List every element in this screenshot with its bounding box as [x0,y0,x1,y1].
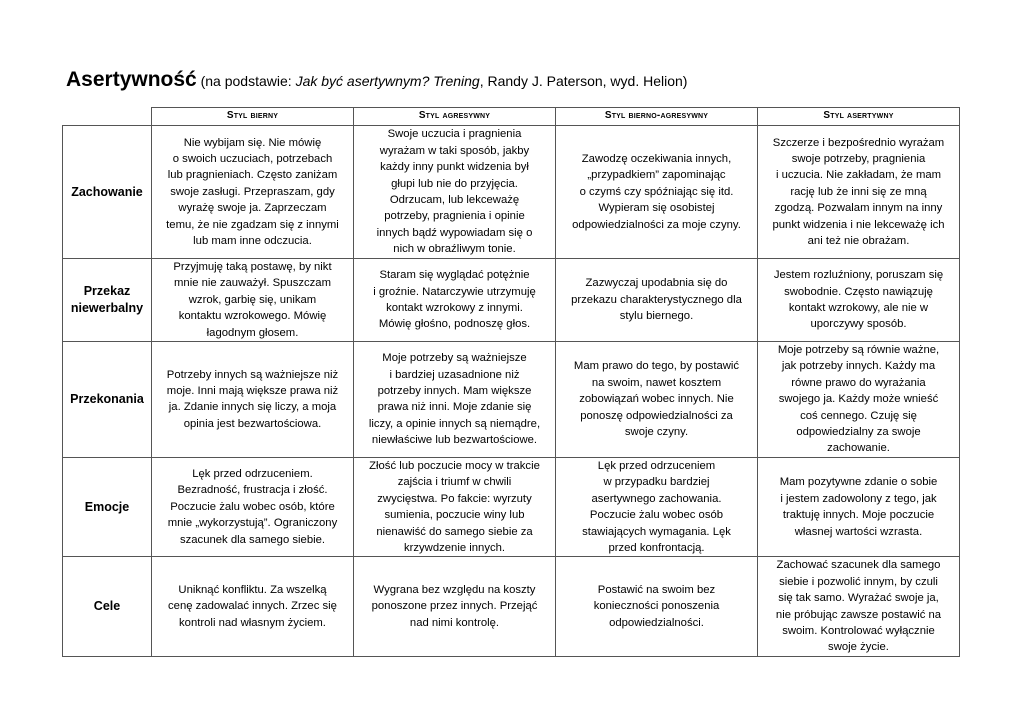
row-header: Cele [63,557,152,656]
row-header: Przekonania [63,342,152,458]
table-cell: Zawodzę oczekiwania innych, „przypadkiem” zapominając o czymś czy spóźniając się itd. Wypieram się osobistej odpowiedzialności za moje czyny. [556,126,758,259]
table-row [63,557,960,656]
table-cell: Złość lub poczucie mocy w trakcie zajścia i triumf w chwili zwycięstwa. Po fakcie: wyrzuty sumienia, poczucie winy lub nienawiść do samego siebie za krzywdzenie innych. [354,457,556,556]
table-cell: Lęk przed odrzuceniem. Bezradność, frustracja i złość. Poczucie żalu wobec osób, które mnie „wykorzystują”. Ograniczony szacunek dla samego siebie. [152,457,354,556]
column-header-passive: Styl bierny [152,108,354,126]
table-cell: Potrzeby innych są ważniejsze niż moje. Inni mają większe prawa niż ja. Zdanie innych się liczy, a moja opinia jest bezwartościowa. [152,342,354,458]
table-cell: Szczerze i bezpośrednio wyrażam swoje potrzeby, pragnienia i uczucia. Nie zakładam, że mam rację lub że inni się ze mną zgodzą. Pozwalam innym na inny punkt widzenia i nie lekceważę ich ani też nie obrażam. [758,126,960,259]
table-row [63,457,960,556]
table-cell: Postawić na swoim bez konieczności ponoszenia odpowiedzialności. [556,557,758,656]
table-cell: Moje potrzeby są ważniejsze i bardziej uzasadnione niż potrzeby innych. Mam większe prawa niż inni. Moje zdanie się liczy, a opinie innych są niemądre, niewłaściwe lub bezwartościowe. [354,342,556,458]
table-cell: Moje potrzeby są równie ważne, jak potrzeby innych. Każdy ma równe prawo do wyrażania swojego ja. Każdy może wnieść coś cennego. Czuję się odpowiedzialny za swoje zachowanie. [758,342,960,458]
row-header: Zachowanie [63,126,152,259]
column-header-aggressive: Styl agresywny [354,108,556,126]
table-corner [63,108,152,126]
table-row [63,126,960,259]
table-row [63,342,960,458]
row-header: Przekaz niewerbalny [63,259,152,342]
title-source-rest: , Randy J. Paterson, wyd. Helion) [479,73,688,89]
table-row [63,259,960,342]
column-header-passive-aggressive: Styl bierno-agresywny [556,108,758,126]
table-cell: Zachować szacunek dla samego siebie i pozwolić innym, by czuli się tak samo. Wyrażać swoje ja, nie próbując zawsze postawić na swoim. Kontrolować wyłącznie swoje życie. [758,557,960,656]
table-cell: Jestem rozluźniony, poruszam się swobodnie. Często nawiązuję kontakt wzrokowy, ale nie w uporczywy sposób. [758,259,960,342]
row-header: Emocje [63,457,152,556]
assertiveness-table [62,107,960,657]
table-header-row [63,108,960,126]
table-cell: Przyjmuję taką postawę, by nikt mnie nie zauważył. Spuszczam wzrok, garbię się, unikam kontaktu wzrokowego. Mówię łagodnym głosem. [152,259,354,342]
table-cell: Swoje uczucia i pragnienia wyrażam w taki sposób, jakby każdy inny punkt widzenia był głupi lub nie do przyjęcia. Odrzucam, lub lekceważę potrzeby, pragnienia i opinie innych bądź wypowiadam się o nich w obraźliwym tonie. [354,126,556,259]
table-cell: Uniknąć konfliktu. Za wszelką cenę zadowalać innych. Zrzec się kontroli nad własnym życiem. [152,557,354,656]
table-cell: Mam prawo do tego, by postawić na swoim, nawet kosztem zobowiązań wobec innych. Nie ponoszę odpowiedzialności za swoje czyny. [556,342,758,458]
table-cell: Nie wybijam się. Nie mówię o swoich uczuciach, potrzebach lub pragnieniach. Często zaniżam swoje zasługi. Przepraszam, gdy wyrażę swoje ja. Zaprzeczam temu, że nie zgadzam się z innymi lub mam inne odczucia. [152,126,354,259]
table-cell: Mam pozytywne zdanie o sobie i jestem zadowolony z tego, jak traktuję innych. Moje poczucie własnej wartości wzrasta. [758,457,960,556]
table-cell: Wygrana bez względu na koszty ponoszone przez innych. Przejąć nad nimi kontrolę. [354,557,556,656]
table-cell: Zazwyczaj upodabnia się do przekazu charakterystycznego dla stylu biernego. [556,259,758,342]
table-cell: Staram się wyglądać potężnie i groźnie. Natarczywie utrzymuję kontakt wzrokowy z innymi. Mówię głośno, podnoszę głos. [354,259,556,342]
title-source-book: Jak być asertywnym? Trening [295,73,480,89]
title-main: Asertywność [66,68,197,91]
title-source-open: (na podstawie: [200,73,296,89]
document-title [66,68,687,92]
table-cell: Lęk przed odrzuceniem w przypadku bardziej asertywnego zachowania. Poczucie żalu wobec osób stawiających wymagania. Lęk przed konfrontacją. [556,457,758,556]
column-header-assertive: Styl asertywny [758,108,960,126]
title-source [201,73,688,89]
